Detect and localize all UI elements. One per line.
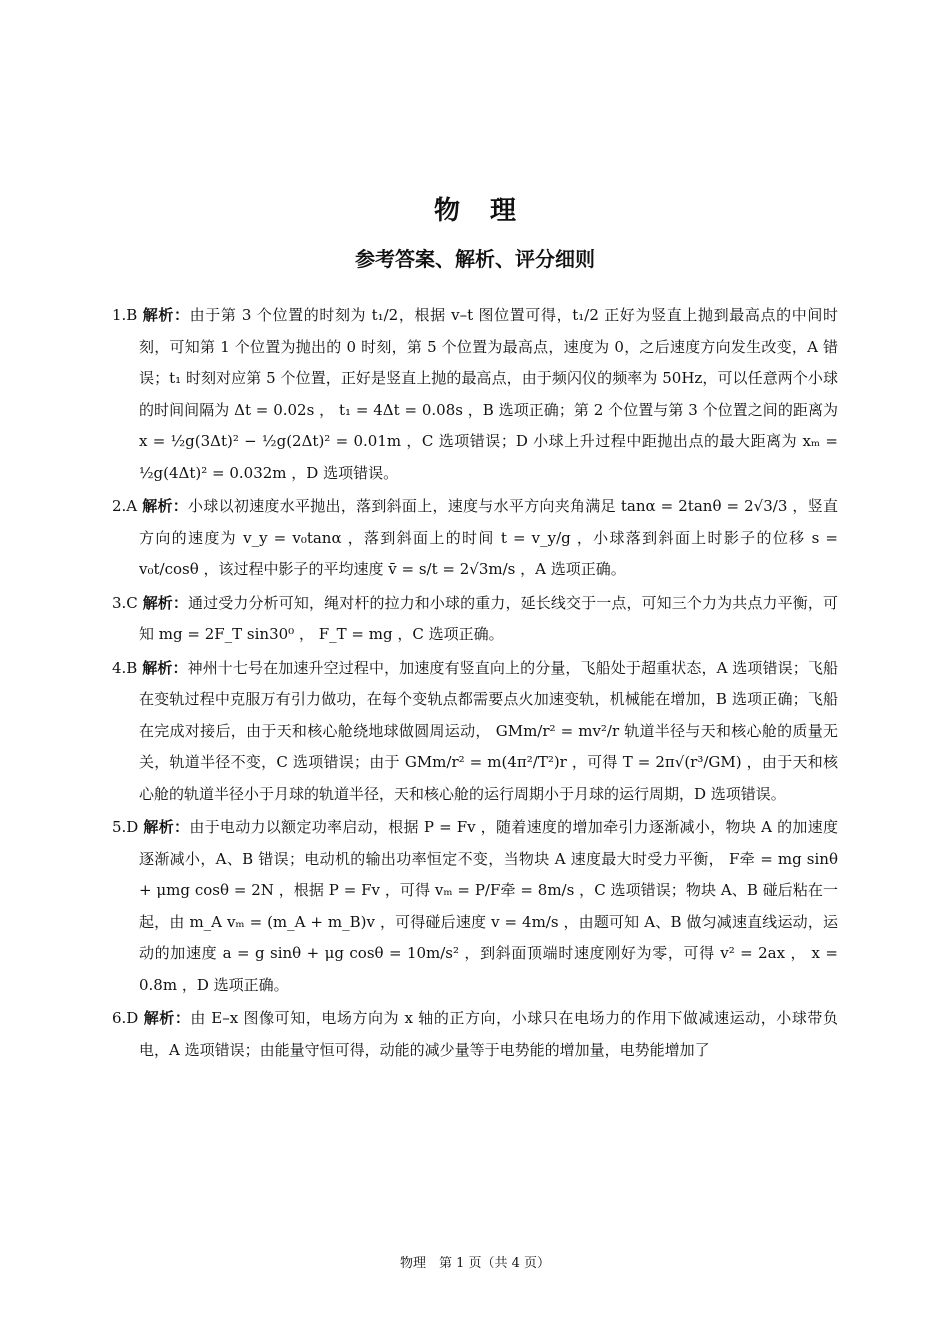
- answer-label: 解析：: [142, 593, 189, 612]
- page-subtitle: 参考答案、解析、评分细则: [355, 247, 595, 271]
- answer-number: 1.B: [112, 306, 138, 324]
- answer-text: 通过受力分析可知，绳对杆的拉力和小球的重力，延长线交于一点，可知三个力为共点力平衡，可知 mg = 2F_T sin30⁰ ， F_T = mg ，C 选项正确。: [139, 593, 838, 643]
- answer-item-2: [112, 491, 838, 586]
- answer-label: 解析：: [142, 497, 189, 515]
- page-title: 物理: [433, 196, 546, 226]
- answer-text: 小球以初速度水平抛出，落到斜面上，速度与水平方向夹角满足 tanα = 2tanθ = 2√3/3 ，竖直方向的速度为 v_y = v₀tanα ，落到斜面上的时间 t = v_y/g ，小球落到斜面上时影子的位移 s = v₀t/cosθ ，该过程中影子的平均速度 v̄ = s/t = 2√3m/s ，A 选项正确。: [139, 497, 838, 578]
- answer-number: 3.C: [112, 593, 138, 612]
- answer-item-5: [112, 812, 838, 1001]
- answer-item-1: [112, 300, 838, 489]
- answer-item-3: [112, 588, 838, 651]
- answer-label: 解析：: [142, 658, 188, 677]
- answer-text: 由于第 3 个位置的时刻为 t₁/2，根据 v–t 图位置可得，t₁/2 正好为竖直上抛到最高点的中间时刻，可知第 1 个位置为抛出的 0 时刻，第 5 个位置为最高点，速度为 0，之后速度方向发生改变，A 错误；t₁ 时刻对应第 5 个位置，正好是竖直上抛的最高点，由于频闪仪的频率为 50Hz，可以任意两个小球的时间间隔为 Δt = 0.02s ， t₁ = 4Δt = 0.08s ，B 选项正确；第 2 个位置与第 3 个位置之间的距离为 x = ½g(3Δt)² − ½g(2Δt)² = 0.01m ，C 选项错误；D 小球上升过程中距抛出点的最大距离为 xₘ = ½g(4Δt)² = 0.032m ，D 选项错误。: [139, 306, 838, 482]
- answer-number: 6.D: [112, 1009, 139, 1027]
- answer-text: 神州十七号在加速升空过程中，加速度有竖直向上的分量，飞船处于超重状态，A 选项错误；飞船在变轨过程中克服万有引力做功，在每个变轨点都需要点火加速变轨，机械能在增加，B 选项正确；飞船在完成对接后，由于天和核心舱绕地球做圆周运动， GMm/r² = mv²/r 轨道半径与天和核心舱的质量无关，轨道半径不变，C 选项错误；由于 GMm/r² = m(4π²/T²)r ，可得 T = 2π√(r³/GM) ，由于天和核心舱的轨道半径小于月球的轨道半径，天和核心舱的运行周期小于月球的运行周期，D 选项错误。: [139, 658, 838, 803]
- answer-number: 4.B: [112, 658, 138, 677]
- answer-item-6: [112, 1003, 838, 1066]
- answer-text: 由于电动力以额定功率启动，根据 P = Fv ，随着速度的增加牵引力逐渐减小，物块 A 的加速度逐渐减小，A、B 错误；电动机的输出功率恒定不变，当物块 A 速度最大时受力平衡， F牵 = mg sinθ + μmg cosθ = 2N ，根据 P = Fv ，可得 vₘ = P/F牵 = 8m/s ，C 选项错误；物块 A、B 碰后粘在一起，由 m_A vₘ = (m_A + m_B)v ，可得碰后速度 v = 4m/s ，由题可知 A、B 做匀减速直线运动，运动的加速度 a = g sinθ + μg cosθ = 10m/s² ，到斜面顶端时速度刚好为零，可得 v² = 2ax ， x = 0.8m ，D 选项正确。: [139, 818, 838, 994]
- page-footer: 物理 第 1 页（共 4 页）: [399, 1256, 551, 1271]
- answer-number: 2.A: [112, 497, 138, 515]
- answer-label: 解析：: [143, 1009, 191, 1027]
- answer-label: 解析：: [143, 818, 190, 836]
- answer-label: 解析：: [142, 306, 190, 324]
- answer-number: 5.D: [112, 818, 139, 836]
- answer-item-4: [112, 653, 838, 811]
- answer-list: [112, 300, 838, 1068]
- answer-text: 由 E–x 图像可知，电场方向为 x 轴的正方向，小球只在电场力的作用下做减速运动，小球带负电，A 选项错误；由能量守恒可得，动能的减少量等于电势能的增加量，电势能增加了: [139, 1009, 838, 1059]
